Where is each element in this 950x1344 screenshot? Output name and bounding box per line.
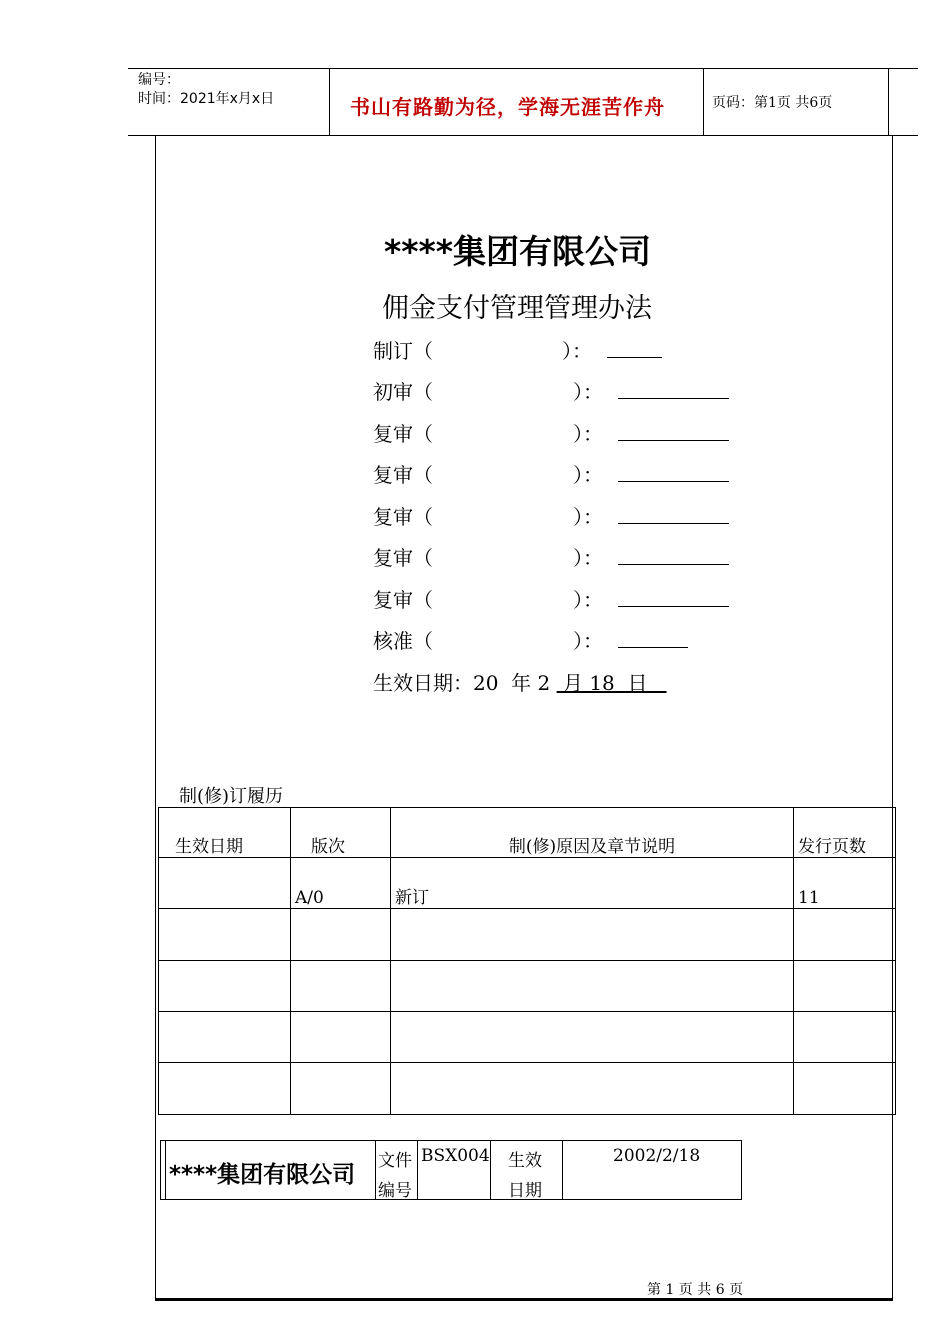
revision-cell-reason <box>391 1012 794 1063</box>
signoff-blank <box>618 647 688 648</box>
header-code-label: 编号： <box>138 72 180 88</box>
signoff-row-2: 初审（ <box>373 380 433 404</box>
revision-header-version: 版次 <box>291 808 391 858</box>
header-divider-3 <box>888 68 889 135</box>
revision-header-pages: 发行页数 <box>794 808 896 858</box>
header-time-label: 时间：2021年x月x日 <box>138 91 275 107</box>
effective-date-prefix: 生效日期：20 年 2 <box>373 671 557 695</box>
revision-cell-version <box>291 1063 391 1115</box>
signoff-blank <box>618 440 729 441</box>
document-info-effective-date: 2002/2/18 <box>613 1146 701 1166</box>
document-info-company: ****集团有限公司 <box>169 1162 356 1188</box>
signoff-row-8: 核准（ <box>373 629 433 653</box>
header-divider-1 <box>329 68 330 135</box>
signoff-row-7: 复审（ <box>373 588 433 612</box>
signoff-row-6: 复审（ <box>373 546 433 570</box>
document-info-file-no-cell <box>417 1141 490 1199</box>
document-info-table <box>160 1140 742 1200</box>
signoff-row-3: 复审（ <box>373 422 433 446</box>
document-title: 佣金支付管理管理办法 <box>382 293 652 324</box>
company-title: ****集团有限公司 <box>384 232 652 271</box>
signoff-close: ）： <box>573 629 603 653</box>
effective-date-value: 月 18 日 <box>556 671 667 695</box>
signoff-blank <box>618 564 729 565</box>
header-divider-2 <box>703 68 704 135</box>
revision-cell-date <box>159 909 291 961</box>
document-info-file-label-cell <box>375 1141 416 1199</box>
document-info-inner-rule <box>165 1141 166 1199</box>
table-row <box>159 1012 896 1063</box>
signoff-close: ）： <box>573 588 603 612</box>
revision-cell-reason <box>391 909 794 961</box>
revision-cell-version: A/0 <box>291 858 391 909</box>
revision-cell-reason: 新订 <box>391 858 794 909</box>
revision-cell-date <box>159 961 291 1012</box>
revision-cell-pages <box>794 909 896 961</box>
revision-cell-date <box>159 858 291 909</box>
header-page-label: 页码：第1页 共6页 <box>712 95 833 111</box>
header-motto: 书山有路勤为径，学海无涯苦作舟 <box>350 95 665 119</box>
revision-cell-version <box>291 1012 391 1063</box>
revision-cell-pages <box>794 1063 896 1115</box>
document-info-effective-label-cell <box>490 1141 563 1199</box>
signoff-row-5: 复审（ <box>373 505 433 529</box>
signoff-blank <box>618 523 729 524</box>
document-info-file-label-2: 编号 <box>378 1181 412 1201</box>
revision-cell-pages: 11 <box>794 858 896 909</box>
signoff-blank <box>607 357 662 358</box>
signoff-close: ）： <box>573 380 603 404</box>
revision-cell-reason <box>391 1063 794 1115</box>
table-row <box>159 961 896 1012</box>
revision-cell-pages <box>794 1012 896 1063</box>
table-row <box>159 858 896 909</box>
document-info-effective-label-2: 日期 <box>508 1181 542 1201</box>
table-row <box>159 909 896 961</box>
document-info-effective-date-cell <box>562 1141 741 1199</box>
effective-date-line <box>373 667 667 696</box>
revision-header-reason: 制(修)原因及章节说明 <box>391 808 794 858</box>
signoff-close: ）： <box>573 546 603 570</box>
revision-cell-date <box>159 1012 291 1063</box>
revision-cell-reason <box>391 961 794 1012</box>
signoff-close: ）： <box>573 422 603 446</box>
revision-cell-pages <box>794 961 896 1012</box>
revision-cell-date <box>159 1063 291 1115</box>
signoff-blank <box>618 398 729 399</box>
header-top-rule <box>128 68 918 69</box>
signoff-label: 制订（ <box>373 339 433 363</box>
revision-table <box>158 807 896 1115</box>
signoff-row-4: 复审（ <box>373 463 433 487</box>
document-info-file-label-1: 文件 <box>378 1151 412 1171</box>
signoff-blank <box>618 606 729 607</box>
revision-header-date: 生效日期 <box>159 808 291 858</box>
document-info-file-no: BSX004 <box>421 1146 490 1166</box>
revision-cell-version <box>291 961 391 1012</box>
signoff-blank <box>618 481 729 482</box>
document-info-effective-label-1: 生效 <box>508 1151 542 1171</box>
table-row <box>159 1063 896 1115</box>
page-footer: 第 1 页 共 6 页 <box>647 1282 744 1298</box>
revision-cell-version <box>291 909 391 961</box>
signoff-close: ）： <box>573 505 603 529</box>
signoff-close: ）： <box>562 339 592 363</box>
revision-caption: 制(修)订履历 <box>179 786 284 807</box>
signoff-close: ）： <box>573 463 603 487</box>
revision-header-row <box>159 808 896 858</box>
signoff-row-1 <box>373 335 433 364</box>
